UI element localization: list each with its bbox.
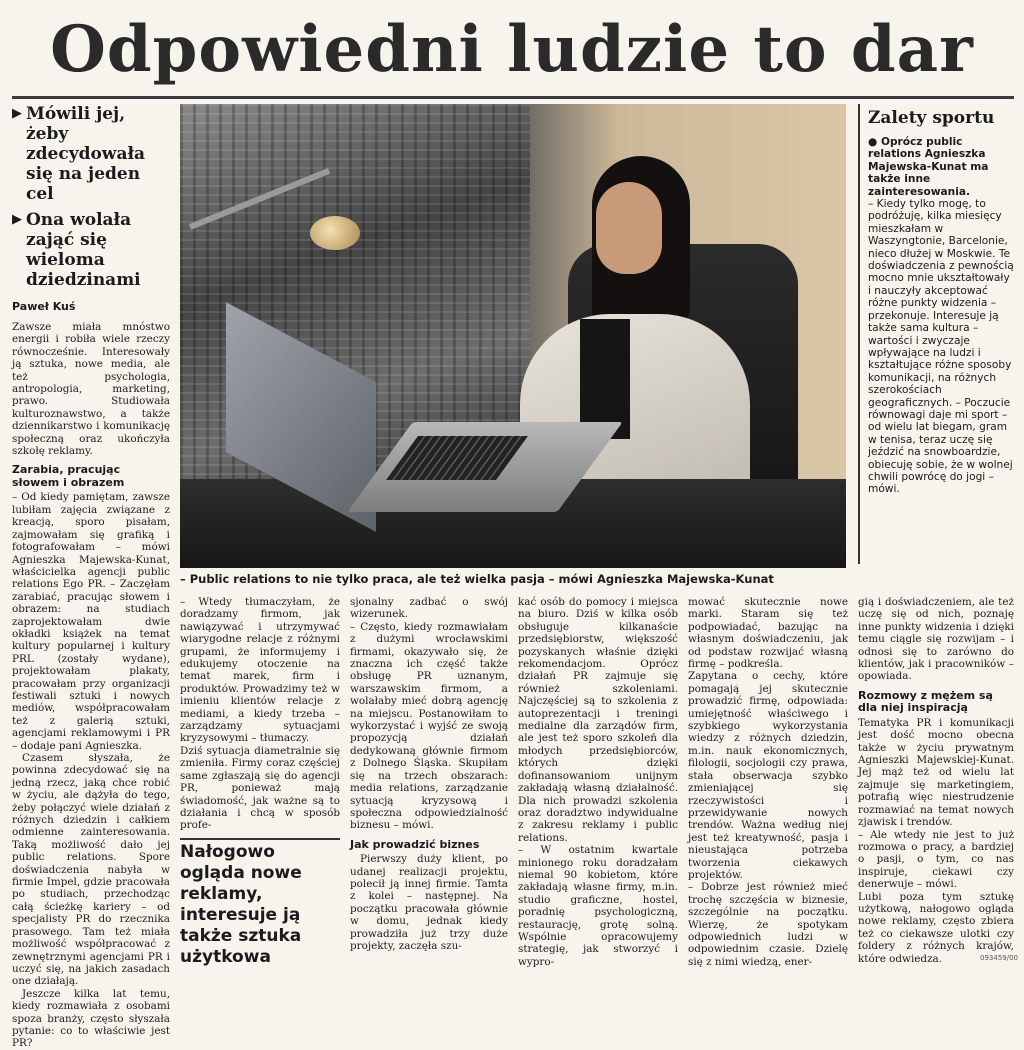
black-top bbox=[580, 319, 630, 439]
intro-text: Zawsze miała mnóstwo energii i robiła wiele rzeczy równocześnie. Interesowały ją sztuka, nowe media, ale też psychologia, antropologia, marketing, prawo. Studiowała kulturoznawstwo, a także dziennikarstwo i komunikację społeczną oraz ukończyła szkołę reklamy. bbox=[12, 321, 170, 458]
sidebar-text: – Kiedy tylko mogę, to podróżuję, kilka miesięcy mieszkałam w Waszyngtonie, Barcelonie, nieco dłużej w Moskwie. Te doświadczenia z pewnością mocno mnie ukształtowały i nauczyły akceptować różne punkty widzenia – przekonuje. Interesuje ją także sama kultura – wartości i zwyczaje wpływające na ludzi i kształtujące różne sposoby komunikacji, na różnych szerokościach geograficznych. – Poczucie równowagi daje mi sport – od wielu lat biegam, gram w tenisa, teraz uczę się jeździć na snowboardzie, obiecuję sobie, że w wolnej chwili powrócę do jogi – mówi. bbox=[868, 198, 1014, 496]
body-paragraph: Jeszcze kilka lat temu, kiedy rozmawiała z osobami spoza branży, często słyszała pytanie: co to właściwie jest PR? bbox=[12, 987, 170, 1050]
column-2: – Wtedy tłumaczyłam, że doradzamy firmom, jak nawiązywać i utrzymywać wiarygodne relacje z różnymi grupami, że informujemy i edukujemy otoczenie na temat marek, firm i produktów. Prowadzimy też w imieniu klientów relacje z mediami, a kiedy trzeba – zarządzamy sytuacjami kryzysowymi – tłumaczy. Dziś sytuacja diametralnie się zmieniła. Firmy coraz częściej same zgłaszają się do agencji PR, ponieważ mają świadomość, jak ważne są to działania i chcą w sposób profe- bbox=[180, 596, 340, 832]
column-5: mować skutecznie nowe marki. Staram się też podpowiadać, bazując na własnym doświadczeniu, jak od podstaw rozwijać własną firmę – podkreśla. Zapytana o cechy, które pomagają jej skutecznie prowadzić firmę, odpowiada: umiejętność właściwego i szybkiego wykorzystania wiedzy z różnych dziedzin, m.in. nauk ekonomicznych, filologii, socjologii czy prawa, stała obserwacja szybko zmieniającej się rzeczywistości i przewidywanie nowych trendów. Ważna według niej jest też kreatywność, pasja i nieustająca potrzeba tworzenia ciekawych projektów. – Dobrze jest również mieć trochę szczęścia w biznesie, szczególnie na początku. Wierzę, że spotykam odpowiednich ludzi w odpowiednim czasie. Dzielę się z nimi wiedzą, ener- bbox=[688, 596, 848, 968]
headline-rule bbox=[12, 96, 1014, 99]
pullquote-rule bbox=[180, 838, 340, 840]
left-column bbox=[12, 104, 170, 1050]
sidebar-lead bbox=[868, 136, 1014, 198]
photo-caption: – Public relations to nie tylko praca, ale też wielka pasja – mówi Agnieszka Majewska-Kunat bbox=[180, 572, 774, 586]
sidebar-box bbox=[858, 104, 1014, 564]
subhead: Jak prowadzić biznes bbox=[350, 837, 480, 851]
sidebar-lead-text: Oprócz public relations Agnieszka Majewska-Kunat ma także inne zainteresowania. bbox=[868, 136, 989, 198]
body-paragraph: Tematyka PR i komunikacji jest dość mocno obecna także w życiu prywatnym Agnieszki Majewskiej-Kunat. Jej mąż też od wielu lat zajmuje się marketingiem, potrafią więc niestrudzenie rozmawiać na temat nowych zjawisk i trendów. – Ale wtedy nie jest to już rozmowa o pracy, a bardziej o pasji, o tym, co nas inspiruje, ciekawi czy denerwuje – mówi. Lubi poza tym sztukę użytkową, nałogowo ogląda nowe reklamy, często zbiera też co ciekawsze ulotki czy foldery z różnych krajów, które odwiedza. bbox=[858, 716, 1014, 965]
lead-text: Mówili jej, żeby zdecydowała się na jeden cel bbox=[26, 104, 146, 204]
body-paragraph: – Od kiedy pamiętam, zawsze lubiłam zajęcia związane z kreacją, sporo pisałam, zajmowałam się grafiką i fotografowałam – mówi Agnieszka Majewska-Kunat, właścicielka agencji public relations Ego PR. – Zaczęłam zarabiać, pracując słowem i obrazem: na studiach zaprojektowałam dwie okładki książek na temat kultury popularnej i kultury PRL (zostały wydane), projektowałam plakaty, pracowałam przy organizacji festiwali sztuki i nowych mediów, współpracowałam też z galerią sztuki, agencjami reklamowymi i PR – dodaje pani Agnieszka. bbox=[12, 491, 170, 752]
lead-item bbox=[12, 210, 170, 290]
lead-text: Ona wolała zająć się wieloma dziedzinami bbox=[26, 210, 141, 290]
column-3 bbox=[350, 596, 508, 956]
page-code: 093459/00 bbox=[980, 954, 1018, 962]
sidebar-title: Zalety sportu bbox=[868, 108, 995, 128]
body-paragraph: gią i doświadczeniem, ale też uczę się od nich, poznaję inne punkty widzenia i dzięki temu ciągle się rozwijam – i odnosi się to zarówno do klientów, jak i pracowników – opowiada. bbox=[858, 596, 1014, 683]
subhead: Zarabia, pracując słowem i obrazem bbox=[12, 463, 125, 489]
lead-item bbox=[12, 104, 170, 204]
photo-credit: FOT. PIOTR WARCZAK bbox=[838, 484, 846, 560]
lamp-head bbox=[310, 216, 360, 250]
pullquote: Nałogowo ogląda nowe reklamy, interesuje ją także sztuka użytkowa bbox=[180, 842, 302, 967]
body-paragraph: Czasem słyszała, że powinna zdecydować się na jedną rzecz, jaką chce robić w życiu, ale dążyła do tego, żeby połączyć wiele działań z różnych dziedzin i całkiem odmienne zainteresowania. Taką możliwość dało jej public relations. Spore doświadczenia nabyła w firmie Impel, gdzie pracowała po studiach, przechodząc całą ścieżkę kariery – od specjalisty PR do rzecznika prasowego. Tam też miała możliwość współpracować z zewnętrznymi agencjami PR i uczyć się, na jakich zasadach one działają. bbox=[12, 752, 170, 988]
bullet-icon: ● bbox=[868, 136, 881, 148]
triangle-icon: ▶ bbox=[12, 212, 22, 227]
portrait-photo bbox=[180, 104, 846, 568]
face bbox=[596, 182, 662, 274]
column-4: kać osób do pomocy i miejsca na biuro. Dziś w kilka osób obsługuje kilkanaście przedsiębiorstw, większość pozyskanych właśnie dzięki rekomendacjom. Oprócz działań PR zajmuje się również szkoleniami. Najczęściej są to szkolenia z autoprezentacji i treningi medialne dla zarządów firm, ale jest też sporo szkoleń dla młodych przedsiębiorców, których dzięki dofinansowaniom unijnym zakładają własną działalność. Dla nich prowadzi szkolenia oraz doradztwo indywidualne z zakresu reklamy i public relations. – W ostatnim kwartale minionego roku doradzałam niemal 90 kobietom, które zakładają własne firmy, m.in. studio graficzne, hostel, poradnię psychologiczną, restaurację, grotę solną. Wspólnie opracowujemy strategię, jak stworzyć i wypro- bbox=[518, 596, 678, 968]
headline: Odpowiedni ludzie to dar bbox=[50, 12, 974, 87]
body-paragraph: Pierwszy duży klient, po udanej realizacji projektu, polecił ją innej firmie. Tamta z kolei – następnej. Na początku pracowała głównie w domu, jednak kiedy prowadziła już trzy duże projekty, zaczęła szu- bbox=[350, 853, 508, 953]
subhead: Rozmowy z mężem są dla niej inspiracją bbox=[858, 688, 993, 715]
byline: Paweł Kuś bbox=[12, 300, 76, 313]
triangle-icon: ▶ bbox=[12, 106, 22, 121]
body-paragraph: sjonalny zadbać o swój wizerunek. – Często, kiedy rozmawiałam z dużymi wrocławskimi firmami, okazywało się, że znaczna ich część także obsługę PR uznanym, warszawskim firmom, a wolałaby mieć dobrą agencję na miejscu. Postanowiłam to wykorzystać i wyjść ze swoją propozycją działań dedykowaną głównie firmom z Dolnego Śląska. Skupiłam się na trzech obszarach: media relations, zarządzanie sytuacją kryzysową i społeczna odpowiedzialność biznesu – mówi. bbox=[350, 596, 508, 832]
